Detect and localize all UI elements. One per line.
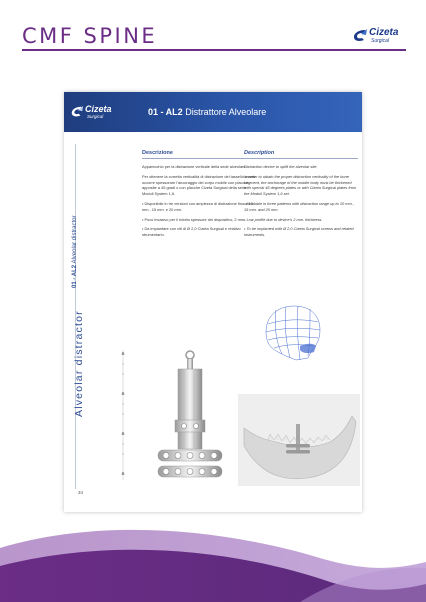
distractor-device-image [154,350,224,486]
page-logo-subtitle: Surgical [87,114,104,119]
page-number: 34 [78,490,84,495]
page-logo [70,104,124,122]
header-divider [22,49,406,51]
side-label-text: Alveolar distractor [73,310,85,417]
product-name: Distrattore Alveolare [182,107,267,117]
head-wireframe-image [256,302,326,366]
english-paragraph: • Available in three patterns with distraction range up to 10 mm., 15 mm. and 20 mm. [244,200,354,212]
product-title [148,107,266,117]
page-title: CMF SPINE [22,24,158,48]
side-label-code-text: Alveolar distractor [72,215,78,265]
product-code: 01 - AL2 [148,107,183,117]
italian-description [142,150,256,242]
side-label [69,177,83,417]
italian-heading: Descrizione [142,150,256,159]
english-description [244,150,358,242]
italian-paragraph: • Disponibile in tre versioni con ampiezza di distrazione fino a 10 mm., 15 mm. e 20 mm. [142,200,253,212]
decorative-wave-footer [0,508,426,602]
english-paragraph: Distraction device to splift the alveolar site. [244,164,318,169]
page-header-band [64,92,362,132]
cizeta-logo-icon [352,28,368,44]
english-paragraph: • Low profile due to device's 2 mm. thickness. [244,216,323,222]
english-paragraph: • To be implanted with Ø 2,0 Cizeta Surgical screws and related instruments. [244,226,354,238]
logo-subtitle: Surgical [371,38,390,44]
logo-brand: Cizeta [369,27,399,38]
measurement-ruler [118,350,128,480]
english-heading: Description [244,150,358,159]
jaw-model-photo [238,394,360,486]
side-label-code [72,216,78,288]
italian-paragraph: Per ottenere la corretta verticalità di distrazione del tassello osseo occorre spessorare l'ancoraggio del corpo mobile con placche apposite a 45 gradi o con placche Cizeta Surgical della serie Moduli System 1,6. [142,173,256,197]
italian-paragraph: • Poco invasivo per il ridotto spessore del dispositivo, 2 mm. [142,216,246,222]
italian-paragraph: • Da impiantare con viti di Ø 2,0 Cizeta Surgical e relativo strumentario. [142,226,241,238]
italian-paragraph: Apparecchio per la distrazione verticale della sede alveolare. [142,164,247,169]
page-logo-icon [70,105,84,119]
catalog-page [64,92,362,512]
cizeta-logo [352,26,408,48]
english-paragraph: In order to obtain the proper distraction verticality of the bone segment, the anchorage of the mobile body must be thickened with special 45 degrees plates or with Cizeta Surgical plates from the Moduli System 1,6 set. [244,173,357,197]
side-label-code-part: 01 - AL2 [72,264,78,288]
page-logo-brand: Cizeta [85,104,112,114]
